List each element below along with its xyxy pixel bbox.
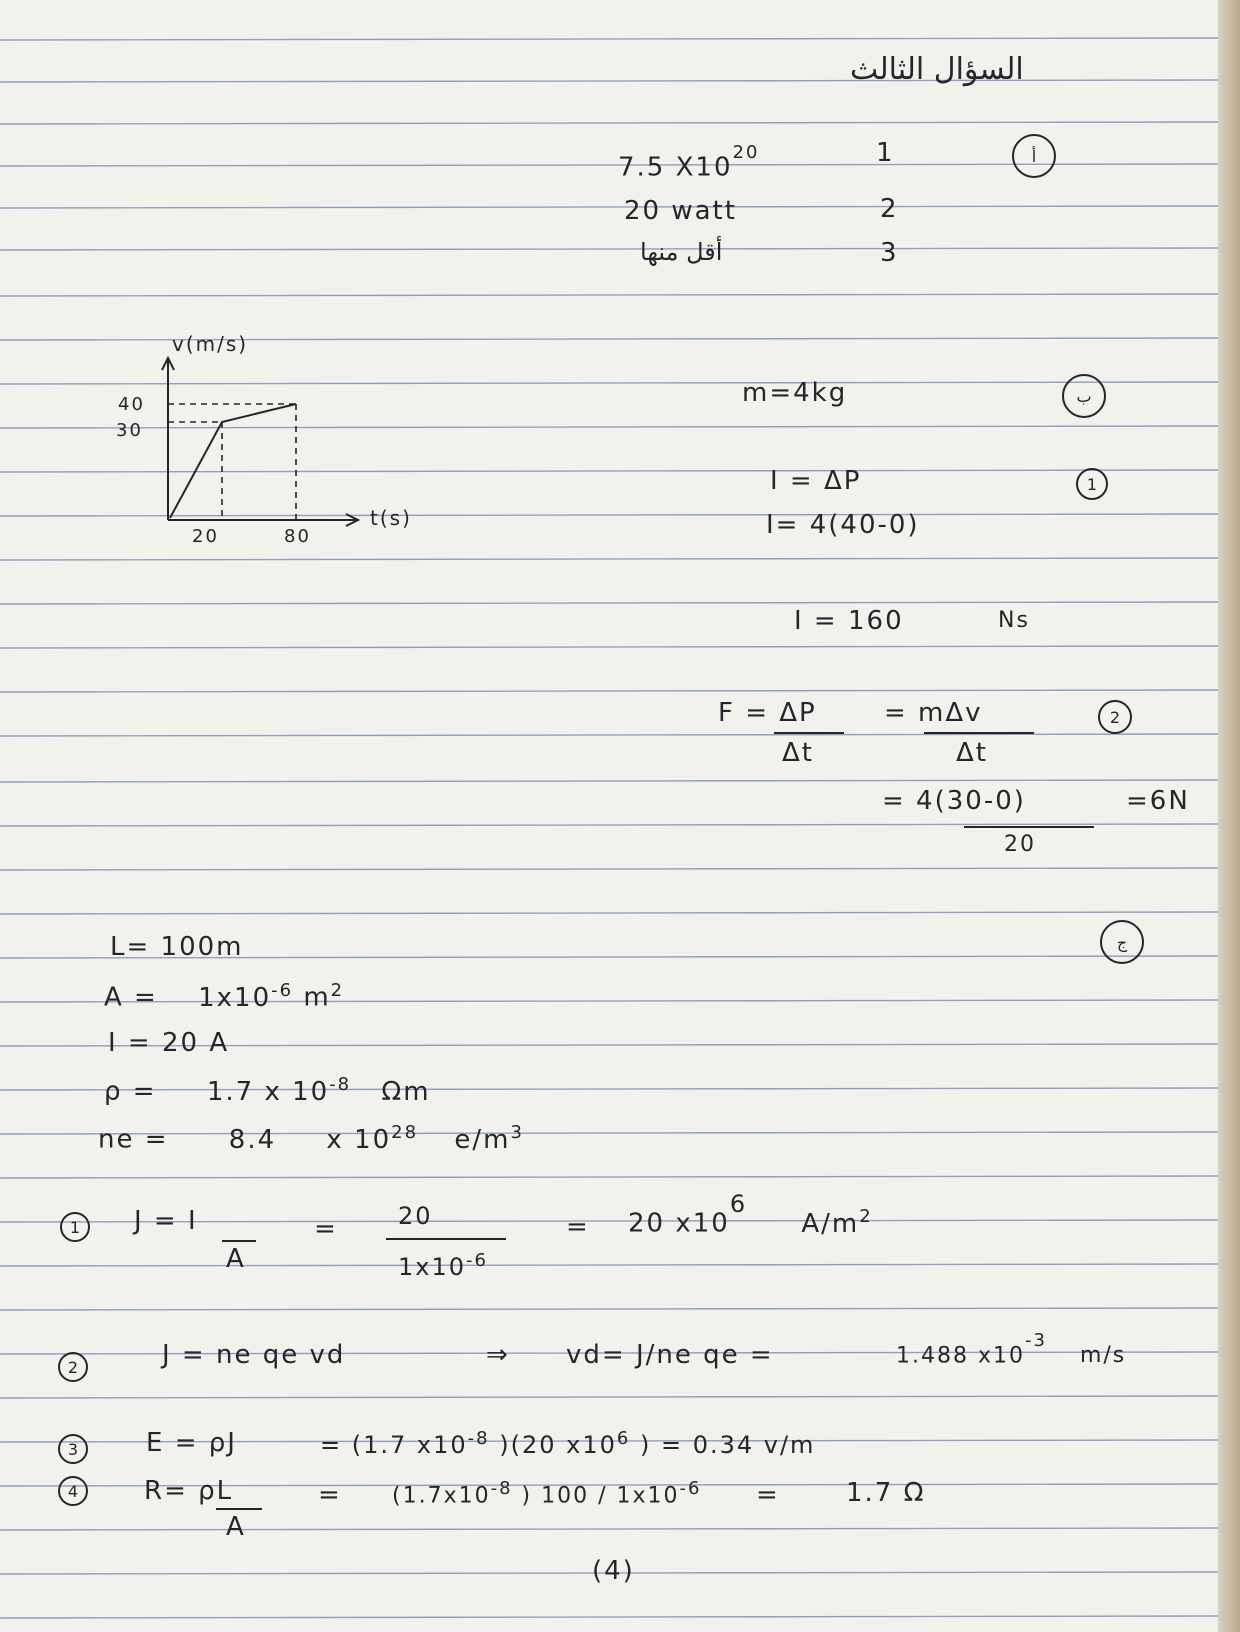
step1-result-exp: 6 xyxy=(729,1190,748,1218)
velocity-curve xyxy=(170,404,296,518)
graph-xtick-20: 20 xyxy=(192,526,219,547)
step4-lhs: R= ρL xyxy=(144,1476,234,1506)
given-area xyxy=(104,980,344,1013)
graph-xtick-80: 80 xyxy=(284,526,311,547)
answer-3: أقل منها xyxy=(640,238,723,266)
impulse-unit: Ns xyxy=(998,608,1030,633)
force-frac-bar-2 xyxy=(924,732,1034,734)
part-c-marker: ج xyxy=(1100,920,1144,964)
sub1-marker: 1 xyxy=(1076,468,1108,500)
step1-den-value xyxy=(398,1250,488,1281)
step2-arrow: ⇒ xyxy=(486,1340,510,1370)
graph-xlabel: t(s) xyxy=(370,506,412,530)
step4-calculation xyxy=(392,1478,701,1508)
given-ne-lhs: ne = xyxy=(98,1124,169,1155)
velocity-time-graph xyxy=(100,330,460,560)
given-ne-unit: e/m xyxy=(454,1124,511,1155)
step2-result-exp: -3 xyxy=(1025,1330,1047,1351)
force-mdv: = mΔv xyxy=(884,698,983,728)
answer-3-number: 3 xyxy=(880,238,899,268)
given-resistivity xyxy=(104,1074,431,1107)
step1-eq2: = xyxy=(566,1212,590,1242)
answer-2: 20 watt xyxy=(624,196,737,226)
step4-mid-exp: -8 xyxy=(490,1478,513,1499)
answer-1 xyxy=(618,142,760,183)
step1-marker: 1 xyxy=(60,1212,90,1242)
step3-calculation xyxy=(320,1428,815,1459)
step2-marker: 2 xyxy=(58,1352,88,1382)
step4-result: 1.7 Ω xyxy=(846,1478,926,1508)
part-b-marker: ب xyxy=(1062,374,1106,418)
given-ne-value: 8.4 xyxy=(228,1124,277,1155)
answer-1-exp: 20 xyxy=(732,142,760,163)
step1-den-val: 1x10 xyxy=(398,1253,467,1281)
mass-given: m=4kg xyxy=(742,378,848,408)
step1-result-value: 20 x10 xyxy=(628,1208,730,1239)
answer-1-text: 7.5 X10 xyxy=(618,152,733,183)
given-area-unit: m xyxy=(303,982,331,1013)
step2-lhs: J = ne qe vd xyxy=(162,1340,346,1370)
impulse-substitution: I= 4(40-0) xyxy=(766,510,920,540)
impulse-result: I = 160 xyxy=(794,606,904,636)
impulse-definition: I = ΔP xyxy=(770,466,862,496)
force-result: =6N xyxy=(1126,786,1190,816)
given-ne-unit-exp: 3 xyxy=(510,1122,524,1143)
step3-mid-exp: -8 xyxy=(467,1428,490,1449)
step4-eq: = xyxy=(318,1480,342,1510)
step3-mid: = (1.7 x10 xyxy=(320,1431,468,1459)
step4-mid2-exp: -6 xyxy=(679,1478,702,1499)
force-lhs: F = ΔP xyxy=(718,698,817,728)
given-ne-exp: 28 xyxy=(391,1122,419,1143)
step3-marker: 3 xyxy=(58,1434,88,1464)
given-area-unit-exp: 2 xyxy=(330,980,345,1001)
force-den-2: Δt xyxy=(956,738,988,768)
given-current: I = 20 A xyxy=(108,1028,230,1058)
step4-mid2: ) 100 / 1x10 xyxy=(521,1483,680,1509)
force-den-3: 20 xyxy=(1004,832,1036,857)
page-number: (4) xyxy=(592,1556,635,1586)
question-title: السؤال الثالث xyxy=(850,52,1024,87)
step3-lhs: E = ρJ xyxy=(146,1428,237,1458)
answer-1-number: 1 xyxy=(876,138,895,168)
step1-result xyxy=(628,1190,873,1239)
step1-frac-bar-2 xyxy=(386,1238,506,1240)
given-electron-density xyxy=(98,1122,524,1155)
force-den-1: Δt xyxy=(782,738,814,768)
given-area-value: 1x10 xyxy=(198,982,272,1013)
step1-unit-exp: 2 xyxy=(859,1206,873,1227)
step3-mid2-exp: 6 xyxy=(616,1428,631,1449)
step4-frac-bar xyxy=(216,1508,262,1510)
step1-eq: = xyxy=(314,1214,338,1244)
step2-unit: m/s xyxy=(1079,1343,1127,1369)
answer-2-number: 2 xyxy=(880,194,899,224)
given-resistivity-lhs: ρ = xyxy=(104,1076,157,1107)
step2-rhs: vd= J/ne qe = xyxy=(566,1340,774,1370)
force-substitution: = 4(30-0) xyxy=(882,786,1026,816)
step3-result: ) = 0.34 v/m xyxy=(639,1431,816,1459)
given-resistivity-exp: -8 xyxy=(329,1074,352,1095)
step1-frac-bar xyxy=(222,1240,256,1242)
given-resistivity-unit: Ωm xyxy=(381,1076,431,1107)
given-area-lhs: A = xyxy=(104,982,158,1013)
step4-marker: 4 xyxy=(58,1476,88,1506)
force-frac-bar-3 xyxy=(964,826,1094,828)
given-resistivity-value: 1.7 x 10 xyxy=(206,1076,330,1107)
step2-result xyxy=(896,1330,1127,1369)
sub2-marker: 2 xyxy=(1098,700,1132,734)
step4-den: A xyxy=(226,1512,246,1542)
step1-den-exp: -6 xyxy=(466,1250,488,1271)
given-area-exp: -6 xyxy=(271,980,294,1001)
step1-lhs: J = I xyxy=(134,1206,198,1236)
part-a-marker: أ xyxy=(1012,134,1056,178)
given-ne-power: x 10 xyxy=(326,1124,392,1155)
graph-ytick-30: 30 xyxy=(116,420,143,441)
graph-ylabel: v(m/s) xyxy=(172,332,249,356)
step1-den: A xyxy=(226,1244,246,1274)
graph-ytick-40: 40 xyxy=(118,394,145,415)
force-frac-bar-1 xyxy=(774,732,844,734)
given-length: L= 100m xyxy=(110,932,244,962)
step2-result-value: 1.488 x10 xyxy=(896,1343,1025,1369)
page-edge xyxy=(1218,0,1240,1632)
step1-unit: A/m xyxy=(801,1208,860,1239)
step4-eq2: = xyxy=(756,1480,780,1510)
step4-mid: (1.7x10 xyxy=(392,1483,491,1509)
step3-mid2: )(20 x10 xyxy=(499,1431,617,1459)
step1-num-value: 20 xyxy=(398,1202,433,1230)
